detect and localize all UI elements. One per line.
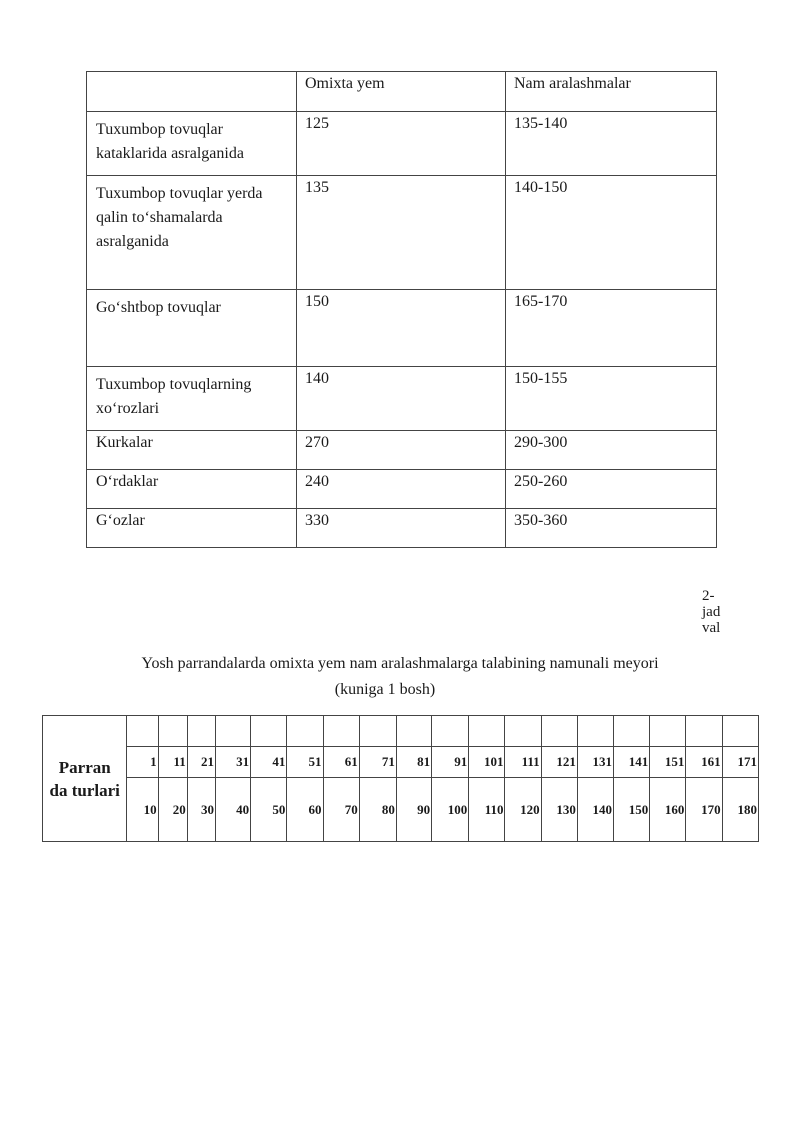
omixta-value: 135 <box>297 176 506 290</box>
table-row <box>87 112 717 176</box>
age-to-cell: 160 <box>650 778 686 842</box>
header-cell-nam: Nam aralashmalar <box>506 72 717 112</box>
age-to-cell: 130 <box>541 778 577 842</box>
feed-norms-table <box>86 71 717 548</box>
omixta-value: 125 <box>297 112 506 176</box>
bird-types-header <box>43 716 127 842</box>
header-cell-omixta: Omixta yem <box>297 72 506 112</box>
table-row <box>87 431 717 470</box>
bird-type-cell <box>87 367 297 431</box>
bird-type-line: asralganida <box>96 233 169 250</box>
bird-type-line: Tuxumbop tovuqlarning <box>96 376 252 393</box>
bird-type-cell: G‘ozlar <box>87 509 297 548</box>
age-from-cell: 101 <box>469 747 505 778</box>
age-from-cell: 81 <box>396 747 431 778</box>
age-from-cell: 51 <box>287 747 323 778</box>
table-number-part: 2- <box>702 588 715 604</box>
bird-type-line: Tuxumbop tovuqlar yerda <box>96 185 263 202</box>
age-from-cell: 141 <box>614 747 650 778</box>
age-from-cell: 21 <box>187 747 215 778</box>
bird-type-cell: Kurkalar <box>87 431 297 470</box>
table-row-blank <box>43 716 759 747</box>
table-row <box>87 470 717 509</box>
table-row <box>87 290 717 367</box>
age-from-row <box>43 747 759 778</box>
age-to-cell: 20 <box>158 778 187 842</box>
age-to-cell: 180 <box>722 778 758 842</box>
table-caption-sub: (kuniga 1 bosh) <box>334 681 436 698</box>
omixta-value: 240 <box>297 470 506 509</box>
omixta-value: 150 <box>297 290 506 367</box>
bird-type-line: Tuxumbop tovuqlar <box>96 121 223 138</box>
age-from-cell: 11 <box>158 747 187 778</box>
age-to-cell: 10 <box>127 778 158 842</box>
nam-value: 135-140 <box>506 112 717 176</box>
nam-value: 165-170 <box>506 290 717 367</box>
bird-type-line: xo‘rozlari <box>96 400 160 417</box>
age-to-cell: 30 <box>187 778 215 842</box>
bird-type-cell <box>87 176 297 290</box>
age-from-cell: 151 <box>650 747 686 778</box>
omixta-value: 270 <box>297 431 506 470</box>
age-to-cell: 60 <box>287 778 323 842</box>
age-to-cell: 120 <box>505 778 541 842</box>
omixta-value: 140 <box>297 367 506 431</box>
age-to-cell: 70 <box>323 778 359 842</box>
nam-value: 250-260 <box>506 470 717 509</box>
age-to-cell: 90 <box>396 778 431 842</box>
header-cell-empty <box>87 72 297 112</box>
age-from-cell: 31 <box>215 747 250 778</box>
bird-type-line: Go‘shtbop tovuqlar <box>96 299 221 316</box>
table-row <box>87 176 717 290</box>
bird-type-cell <box>87 290 297 367</box>
age-from-cell: 61 <box>323 747 359 778</box>
table-caption: Yosh parrandalarda omixta yem nam aralashmalarga talabining namunali meyori <box>141 655 659 672</box>
header-line: Parran <box>58 757 111 777</box>
age-from-cell: 171 <box>722 747 758 778</box>
age-from-cell: 161 <box>686 747 722 778</box>
age-from-cell: 1 <box>127 747 158 778</box>
table-row <box>87 367 717 431</box>
age-to-cell: 100 <box>432 778 469 842</box>
table-number-part: jad <box>702 604 721 620</box>
age-to-cell: 150 <box>614 778 650 842</box>
age-from-cell: 111 <box>505 747 541 778</box>
age-to-cell: 40 <box>215 778 250 842</box>
age-range-table <box>42 715 759 842</box>
bird-type-line: kataklarida asralganida <box>96 145 244 162</box>
age-from-cell: 121 <box>541 747 577 778</box>
age-to-cell: 80 <box>359 778 396 842</box>
age-from-cell: 71 <box>359 747 396 778</box>
age-to-row <box>43 778 759 842</box>
bird-type-cell <box>87 112 297 176</box>
table-row <box>87 509 717 548</box>
table-header-row <box>87 72 717 112</box>
omixta-value: 330 <box>297 509 506 548</box>
table-number-label <box>702 588 742 636</box>
age-from-cell: 131 <box>577 747 613 778</box>
header-line: da turlari <box>49 780 120 800</box>
bird-type-line: qalin to‘shamalarda <box>96 209 223 226</box>
age-to-cell: 110 <box>469 778 505 842</box>
age-to-cell: 50 <box>251 778 287 842</box>
nam-value: 140-150 <box>506 176 717 290</box>
bird-type-cell: O‘rdaklar <box>87 470 297 509</box>
nam-value: 150-155 <box>506 367 717 431</box>
table-number-part: val <box>702 620 721 636</box>
nam-value: 290-300 <box>506 431 717 470</box>
age-to-cell: 170 <box>686 778 722 842</box>
age-to-cell: 140 <box>577 778 613 842</box>
age-from-cell: 41 <box>251 747 287 778</box>
nam-value: 350-360 <box>506 509 717 548</box>
age-from-cell: 91 <box>432 747 469 778</box>
